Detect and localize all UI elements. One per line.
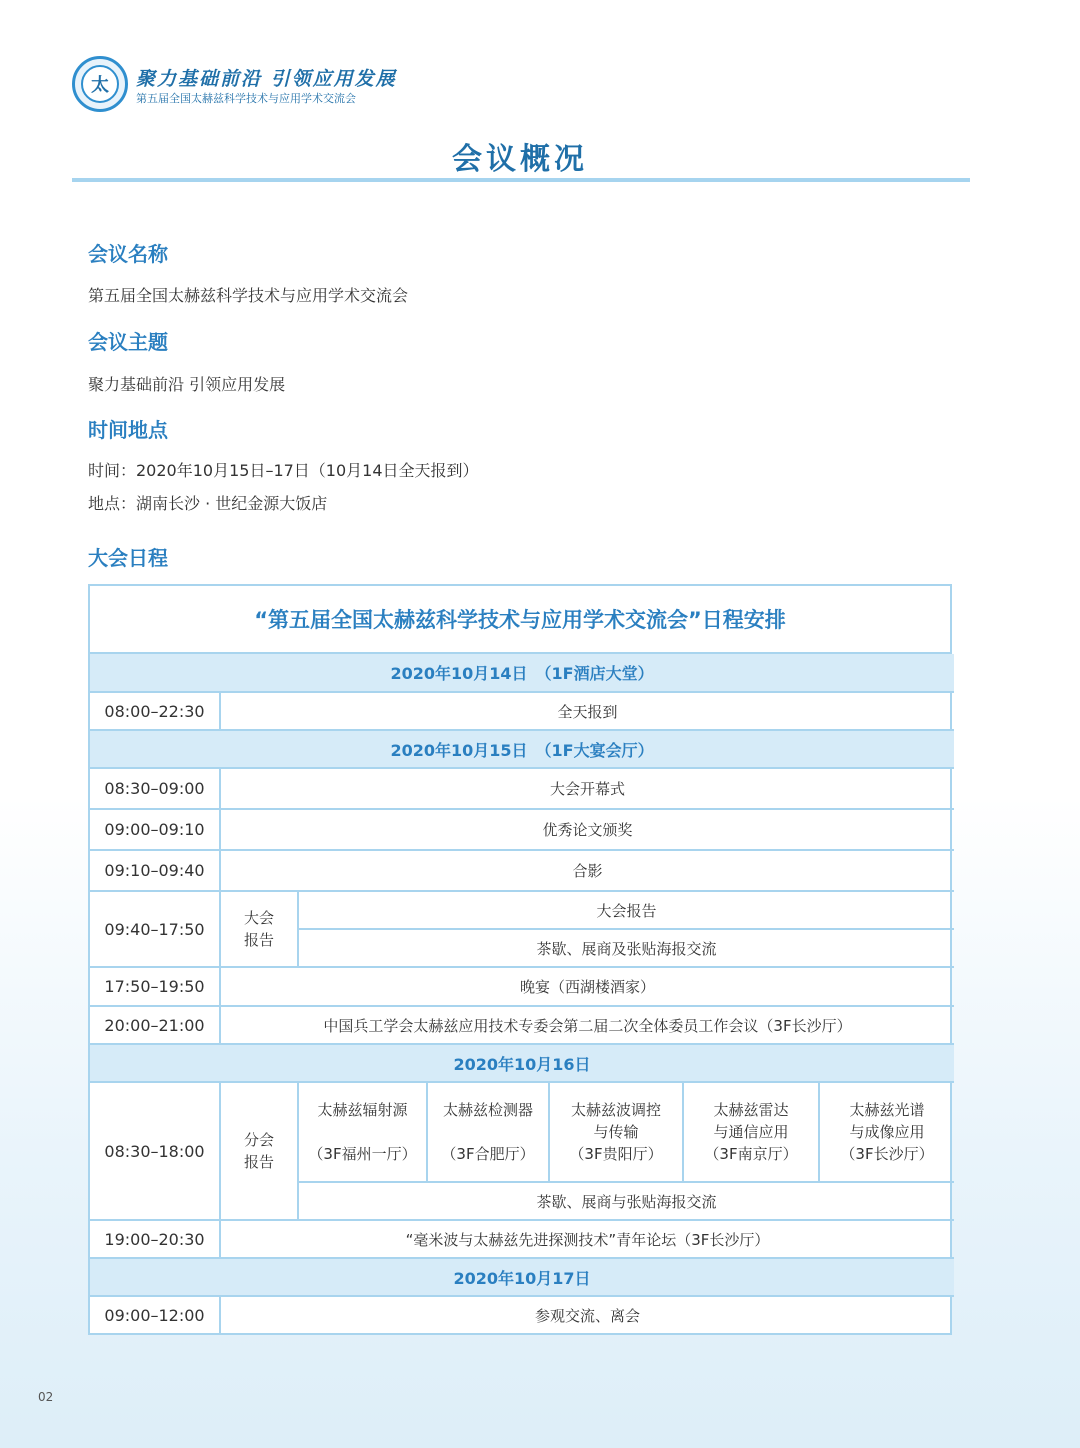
title-divider [72, 178, 970, 182]
event-cell: “毫米波与太赫兹先进探测技术”青年论坛（3F长沙厅） [220, 1220, 954, 1258]
parallel-label-cell [220, 1082, 298, 1220]
conference-time-text: 时间：2020年10月15日–17日（10月14日全天报到） [88, 461, 479, 480]
event-cell: 中国兵工学会太赫兹应用技术专委会第二届二次全体委员工作会议（3F长沙厅） [220, 1006, 954, 1044]
session-room: （3F贵阳厅） [569, 1145, 663, 1163]
session-cell [683, 1082, 819, 1182]
parallel-label-line2: 报告 [243, 1153, 274, 1171]
plenary-label-line2: 报告 [243, 931, 274, 949]
event-cell: 茶歇、展商及张贴海报交流 [298, 929, 954, 967]
session-room: （3F南京厅） [704, 1145, 798, 1163]
conference-name-text: 第五届全国太赫兹科学技术与应用学术交流会 [88, 286, 409, 305]
table-row [90, 891, 954, 929]
day-header-row [90, 730, 954, 768]
event-cell: 茶歇、展商与张贴海报交流 [298, 1182, 954, 1220]
event-cell: 大会开幕式 [220, 768, 954, 809]
time-cell: 09:40–17:50 [90, 891, 220, 967]
section-heading-theme: 会议主题 [88, 330, 168, 354]
session-title-line2: 与传输 [593, 1123, 639, 1141]
table-row [90, 1296, 954, 1333]
table-row [90, 967, 954, 1006]
session-title-line2: 与成像应用 [849, 1123, 925, 1141]
time-cell: 09:00–09:10 [90, 809, 220, 850]
table-row [90, 850, 954, 891]
page-number: 02 [38, 1390, 54, 1404]
time-cell: 20:00–21:00 [90, 1006, 220, 1044]
table-row [90, 1220, 954, 1258]
session-cell [549, 1082, 683, 1182]
session-title: 太赫兹波调控 [570, 1101, 661, 1119]
day-header-row [90, 654, 954, 692]
section-heading-name: 会议名称 [88, 242, 168, 266]
time-cell: 08:30–09:00 [90, 768, 220, 809]
day-header-row [90, 1258, 954, 1296]
session-room: （3F合肥厅） [441, 1145, 535, 1163]
table-row [90, 809, 954, 850]
plenary-label-cell [220, 891, 298, 967]
session-title-line2: 与通信应用 [713, 1123, 789, 1141]
session-room: （3F长沙厅） [840, 1145, 934, 1163]
event-cell: 优秀论文颁奖 [220, 809, 954, 850]
day-header: 2020年10月15日 （1F大宴会厅） [90, 730, 954, 768]
logo-emblem-icon: 太 [81, 65, 119, 103]
day-header: 2020年10月16日 [90, 1044, 954, 1082]
schedule-title: “第五届全国太赫兹科学技术与应用学术交流会”日程安排 [90, 586, 950, 654]
session-cell [819, 1082, 954, 1182]
plenary-label-line1: 大会 [243, 909, 274, 927]
session-title: 太赫兹辐射源 [317, 1101, 408, 1119]
table-row [90, 692, 954, 730]
time-cell: 09:00–12:00 [90, 1296, 220, 1333]
time-cell: 17:50–19:50 [90, 967, 220, 1006]
header-conference-name: 第五届全国太赫兹科学技术与应用学术交流会 [136, 92, 356, 105]
session-title: 太赫兹光谱 [849, 1101, 925, 1119]
header-slogan: 聚力基础前沿 引领应用发展 [136, 68, 397, 90]
time-cell: 08:30–18:00 [90, 1082, 220, 1220]
session-cell [427, 1082, 549, 1182]
event-cell: 大会报告 [298, 891, 954, 929]
event-cell: 参观交流、离会 [220, 1296, 954, 1333]
session-cell [298, 1082, 427, 1182]
event-cell: 晚宴（西湖楼酒家） [220, 967, 954, 1006]
parallel-label-line1: 分会 [243, 1131, 274, 1149]
section-heading-schedule: 大会日程 [88, 546, 168, 570]
time-cell: 09:10–09:40 [90, 850, 220, 891]
schedule-grid [90, 654, 954, 1333]
day-header: 2020年10月17日 [90, 1258, 954, 1296]
day-header-row [90, 1044, 954, 1082]
time-cell: 19:00–20:30 [90, 1220, 220, 1258]
event-cell: 合影 [220, 850, 954, 891]
time-cell: 08:00–22:30 [90, 692, 220, 730]
day-header: 2020年10月14日 （1F酒店大堂） [90, 654, 954, 692]
conference-theme-text: 聚力基础前沿 引领应用发展 [88, 375, 286, 394]
section-heading-time-place: 时间地点 [88, 418, 168, 442]
table-row [90, 768, 954, 809]
session-title: 太赫兹检测器 [442, 1101, 533, 1119]
page-title: 会议概况 [452, 142, 588, 177]
session-title-line2 [301, 1121, 424, 1143]
table-row [90, 1006, 954, 1044]
session-room: （3F福州一厅） [308, 1145, 417, 1163]
session-title: 太赫兹雷达 [713, 1101, 789, 1119]
schedule-table [88, 584, 952, 1335]
conference-logo [72, 56, 128, 112]
conference-place-text: 地点：湖南长沙 · 世纪金源大饭店 [88, 494, 328, 513]
event-cell: 全天报到 [220, 692, 954, 730]
table-row [90, 1082, 954, 1182]
session-title-line2 [430, 1121, 546, 1143]
